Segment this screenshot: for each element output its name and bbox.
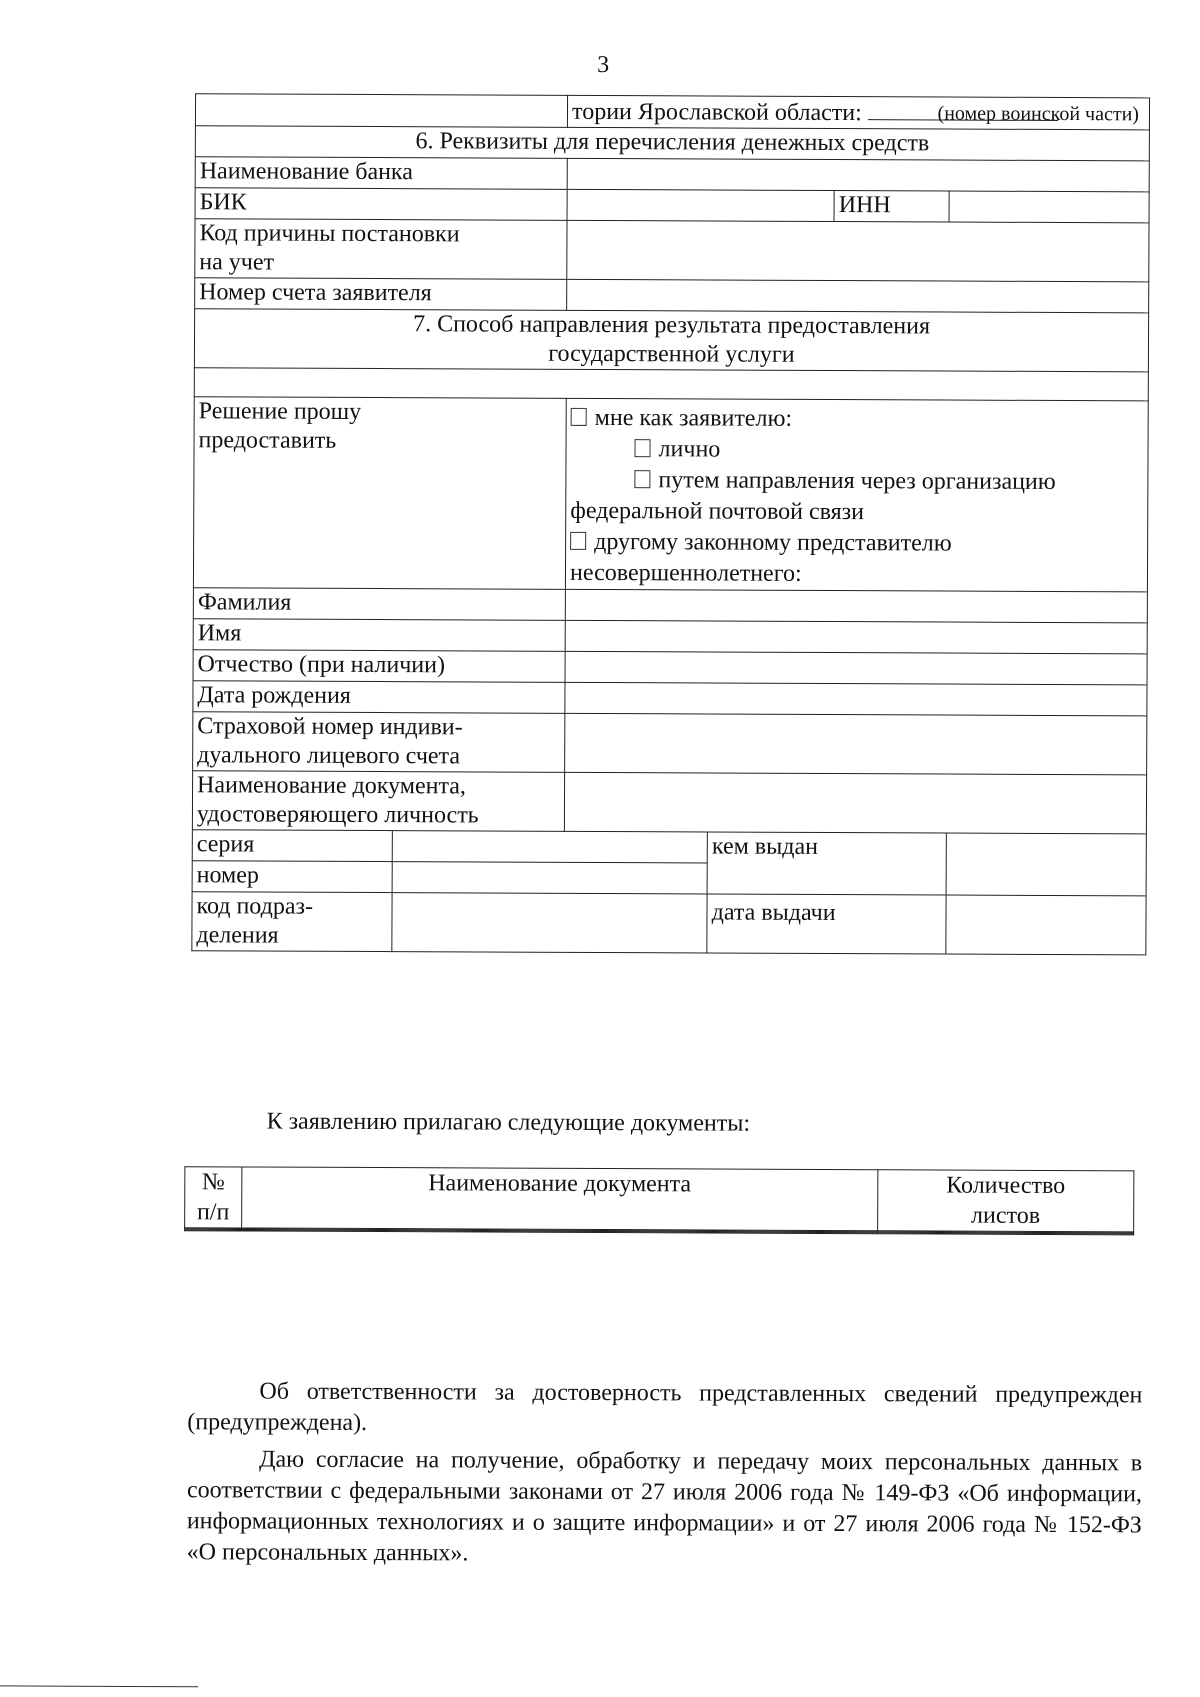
patronymic-label: Отчество (при наличии) bbox=[193, 650, 565, 683]
snils-label-line1: Страховой номер индиви- bbox=[197, 713, 463, 741]
inn-label: ИНН bbox=[834, 191, 949, 222]
snils-field[interactable] bbox=[565, 713, 1147, 775]
name-label: Имя bbox=[193, 619, 565, 652]
bik-label: БИК bbox=[195, 188, 567, 221]
option-post-label-line2: федеральной почтовой связи bbox=[570, 497, 865, 526]
military-cell bbox=[567, 95, 1149, 130]
col-number-header-line1: № bbox=[201, 1169, 225, 1196]
option-applicant-label: мне как заявителю: bbox=[594, 404, 793, 432]
col-qty-header-line2: листов bbox=[971, 1202, 1041, 1229]
id-document-field[interactable] bbox=[564, 772, 1146, 834]
division-code-label-line1: код подраз- bbox=[196, 893, 314, 920]
consent-paragraph bbox=[187, 1444, 1143, 1572]
decision-label bbox=[193, 397, 566, 590]
application-form-table bbox=[191, 93, 1150, 955]
checkbox-post[interactable] bbox=[634, 470, 650, 488]
col-qty-header-line1: Количество bbox=[946, 1172, 1066, 1200]
name-field[interactable] bbox=[565, 620, 1147, 654]
option-other[interactable] bbox=[570, 527, 1143, 560]
military-left-cell bbox=[195, 94, 567, 128]
attachments-table bbox=[184, 1166, 1134, 1235]
account-field[interactable] bbox=[567, 279, 1149, 313]
division-code-label bbox=[192, 892, 393, 952]
issued-by-label: кем выдан bbox=[707, 832, 946, 895]
option-personal[interactable] bbox=[571, 434, 1144, 467]
option-other-label-line1: другому законному представителю bbox=[594, 528, 952, 557]
surname-label: Фамилия bbox=[193, 588, 565, 621]
number-field[interactable] bbox=[392, 862, 707, 894]
issue-date-field[interactable] bbox=[945, 895, 1146, 955]
military-row bbox=[195, 94, 1149, 130]
military-text: тории Ярославской области: bbox=[571, 98, 862, 127]
attachments-header-row bbox=[185, 1167, 1134, 1232]
patronymic-field[interactable] bbox=[565, 651, 1147, 685]
account-label: Номер счета заявителя bbox=[195, 278, 567, 311]
series-label: серия bbox=[192, 830, 392, 862]
birth-date-label: Дата рождения bbox=[193, 681, 565, 714]
checkbox-applicant[interactable] bbox=[571, 408, 587, 426]
issue-date-label: дата выдачи bbox=[707, 894, 946, 954]
section7-blank-row bbox=[194, 368, 1148, 401]
row-qty-cell[interactable] bbox=[877, 1233, 1133, 1235]
number-label: номер bbox=[192, 861, 392, 893]
decision-label-line2: предоставить bbox=[198, 427, 337, 454]
col-qty-header bbox=[877, 1170, 1133, 1232]
responsibility-text: Об ответственности за достоверность представленных сведений предупрежден (предупреждена). bbox=[187, 1378, 1143, 1436]
section7-heading-line1: 7. Способ направления результата предоставления bbox=[413, 311, 931, 340]
col-number-header bbox=[185, 1167, 242, 1228]
col-number-header-line2: п/п bbox=[196, 1199, 230, 1226]
row-number-cell[interactable] bbox=[185, 1230, 242, 1231]
section7-heading bbox=[194, 309, 1148, 372]
option-post-label-line1: путем направления через организацию bbox=[658, 467, 1056, 495]
footnote-rule bbox=[0, 1685, 198, 1687]
snils-label-line2: дуального лицевого счета bbox=[197, 742, 461, 770]
attachments-intro: К заявлению прилагаю следующие документы: bbox=[266, 1108, 751, 1137]
bik-field[interactable] bbox=[567, 189, 834, 221]
kpp-label-line1: Код причины постановки bbox=[199, 220, 460, 248]
division-code-label-line2: деления bbox=[196, 922, 279, 949]
kpp-field[interactable] bbox=[567, 220, 1149, 282]
section7-heading-line2: государственной услуги bbox=[548, 340, 795, 368]
surname-field[interactable] bbox=[565, 589, 1147, 623]
id-document-label-line2: удостоверяющего личность bbox=[196, 801, 479, 829]
id-document-label bbox=[192, 771, 564, 832]
checkbox-other[interactable] bbox=[570, 532, 586, 550]
military-note: (номер воинской части) bbox=[937, 102, 1140, 126]
decision-label-line1: Решение прошу bbox=[198, 398, 362, 425]
option-post[interactable] bbox=[570, 465, 1143, 498]
col-name-header: Наименование документа bbox=[242, 1167, 878, 1231]
kpp-label-line2: на учет bbox=[199, 249, 275, 276]
snils-label bbox=[193, 712, 565, 773]
page-number: 3 bbox=[597, 51, 610, 79]
id-document-label-line1: Наименование документа, bbox=[197, 772, 466, 800]
kpp-label bbox=[195, 219, 567, 280]
birth-date-field[interactable] bbox=[565, 682, 1147, 716]
option-other-label-line2: несовершеннолетнего: bbox=[569, 559, 802, 587]
issued-by-field[interactable] bbox=[946, 833, 1147, 896]
bank-name-field[interactable] bbox=[567, 158, 1149, 192]
division-code-field[interactable] bbox=[392, 893, 707, 953]
delivery-options-cell bbox=[565, 398, 1148, 592]
option-applicant[interactable] bbox=[571, 403, 1144, 436]
consent-text: Даю согласие на получение, обработку и передачу моих персональных данных в соответствии с федеральными законами от 27 июля 2006 года № 149-ФЗ «Об информации, информационных технологиях и о защите информации» и от 27 июля 2006 года № 152-ФЗ «О персональных данных». bbox=[186, 1446, 1143, 1567]
inn-field[interactable] bbox=[949, 191, 1150, 223]
responsibility-paragraph bbox=[187, 1376, 1142, 1442]
series-field[interactable] bbox=[393, 831, 708, 863]
checkbox-personal[interactable] bbox=[635, 439, 651, 457]
section6-heading: 6. Реквизиты для перечисления денежных средств bbox=[195, 126, 1149, 161]
bank-name-label: Наименование банка bbox=[195, 157, 567, 190]
option-personal-label: лично bbox=[658, 436, 721, 463]
